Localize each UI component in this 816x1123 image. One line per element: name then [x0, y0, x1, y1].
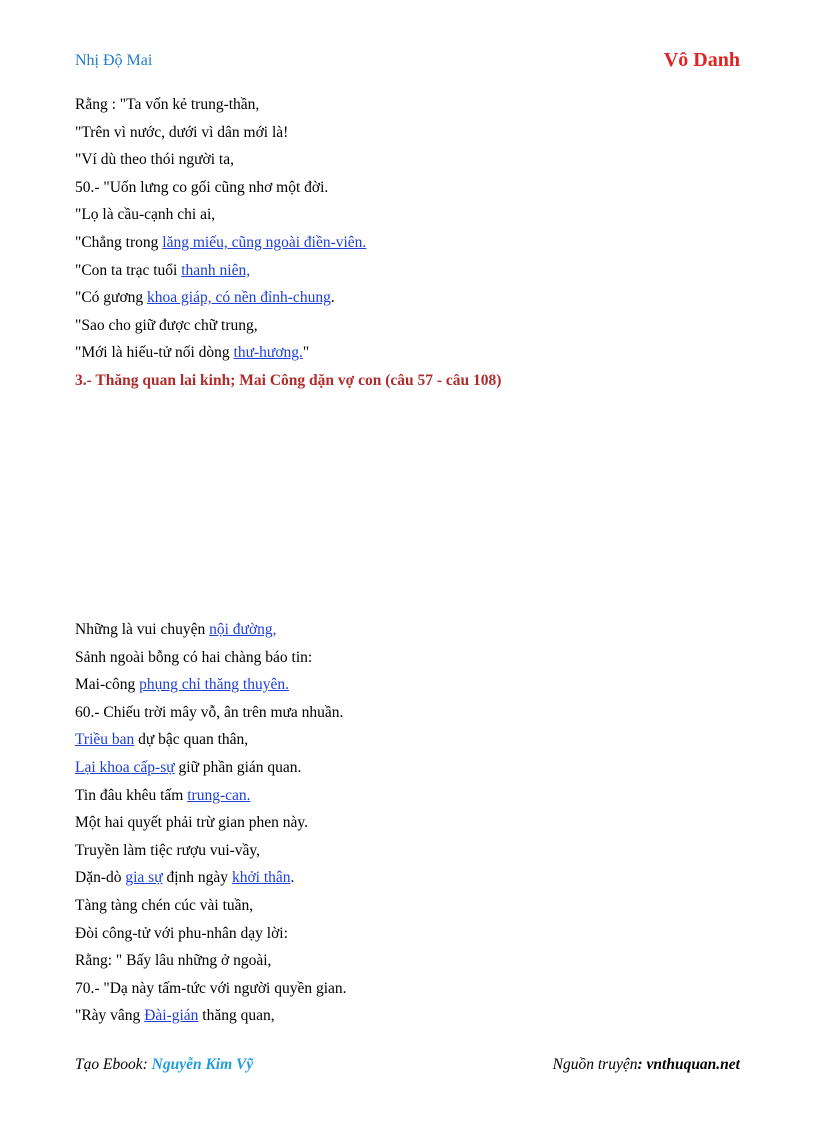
- source-credit: [553, 1056, 740, 1074]
- verse-line: [75, 284, 366, 312]
- verse-text: Đòi công-tử với phu-nhân dạy lời:: [75, 924, 288, 942]
- verse-text: 50.- "Uốn lưng co gối cũng nhơ một đời.: [75, 178, 329, 196]
- verse-text: Truyền làm tiệc rượu vui-vầy,: [75, 841, 261, 859]
- verse-line: [75, 726, 347, 754]
- verse-line: [75, 699, 347, 727]
- section-heading: 3.- Thăng quan lai kinh; Mai Công dặn vợ con (câu 57 - câu 108): [75, 372, 502, 389]
- verse-line: [75, 229, 366, 257]
- verse-text: Sảnh ngoài bỗng có hai chàng báo tin:: [75, 648, 313, 666]
- verse-line: [75, 146, 366, 174]
- section-heading-wrap: [75, 367, 501, 395]
- verse-text: ": [302, 344, 310, 362]
- credit-name: Nguyễn Kim Vỹ: [151, 1056, 254, 1073]
- verse-text: Những là vui chuyện: [75, 621, 210, 638]
- verse-text: Mai-công: [75, 676, 140, 694]
- verse-line: [75, 1002, 347, 1030]
- verse-text: "Lọ là cầu-cạnh chi ai,: [75, 206, 216, 224]
- verse-line: [75, 809, 347, 837]
- verse-line: [75, 754, 347, 782]
- verse-text: .: [330, 289, 335, 307]
- verse-line: [75, 975, 347, 1003]
- verse-line: [75, 644, 347, 672]
- glossary-link[interactable]: khoa giáp, có nền đỉnh-chung: [147, 289, 331, 307]
- verse-text: Tin đâu khêu tấm: [75, 786, 188, 804]
- verse-text: "Rày vâng: [75, 1007, 145, 1025]
- verse-text: "Sao cho giữ được chữ trung,: [75, 316, 258, 334]
- verse-text: "Trên vì nước, dưới vì dân mới là!: [75, 123, 289, 141]
- glossary-link[interactable]: Lại khoa cấp-sự: [75, 758, 175, 776]
- verse-text: định ngày: [162, 869, 232, 887]
- verse-text: Một hai quyết phải trừ gian phen này.: [75, 814, 308, 832]
- author-name: Vô Danh: [663, 49, 740, 71]
- credit-separator: :: [142, 1056, 152, 1073]
- glossary-link[interactable]: khởi thân: [231, 869, 291, 887]
- verse-text: .: [290, 869, 295, 887]
- verse-line: [75, 864, 347, 892]
- verse-block-1: [75, 91, 366, 367]
- source-separator: :: [637, 1056, 647, 1073]
- verse-line: [75, 91, 366, 119]
- verse-text: thăng quan,: [198, 1007, 275, 1025]
- verse-text: Rằng : "Ta vốn kẻ trung-thần,: [75, 96, 260, 113]
- verse-text: 70.- "Dạ này tấm-tức với người quyền gian.: [75, 979, 347, 997]
- glossary-link[interactable]: lăng miếu, cũng ngoài điền-viên.: [162, 233, 367, 251]
- verse-text: "Mới là hiếu-tử nối dòng: [75, 344, 234, 362]
- verse-line: [75, 892, 347, 920]
- verse-line: [75, 257, 366, 285]
- glossary-link[interactable]: thanh niên,: [181, 261, 251, 279]
- verse-block-2: [75, 616, 347, 1030]
- verse-line: [75, 920, 347, 948]
- verse-line: [75, 837, 347, 865]
- verse-text: dự bậc quan thân,: [134, 731, 249, 749]
- verse-line: [75, 174, 366, 202]
- verse-line: [75, 201, 366, 229]
- verse-text: "Chẳng trong: [75, 233, 163, 251]
- verse-text: "Con ta trạc tuổi: [75, 261, 182, 279]
- verse-text: Tàng tàng chén cúc vài tuần,: [75, 896, 254, 914]
- verse-line: [75, 312, 366, 340]
- verse-text: Dặn-dò: [75, 869, 126, 887]
- glossary-link[interactable]: gia sự: [125, 869, 163, 887]
- verse-line: [75, 119, 366, 147]
- glossary-link[interactable]: trung-can.: [187, 786, 251, 804]
- ebook-credit: [75, 1056, 253, 1074]
- source-label: Nguồn truyện: [552, 1056, 638, 1073]
- document-title: Nhị Độ Mai: [75, 52, 153, 69]
- verse-text: Rằng: " Bấy lâu những ở ngoài,: [75, 952, 272, 970]
- verse-text: "Có gương: [75, 289, 148, 307]
- glossary-link[interactable]: phụng chỉ thăng thuyên.: [139, 676, 289, 694]
- glossary-link[interactable]: thư-hương.: [233, 344, 303, 362]
- glossary-link[interactable]: Đài-gián: [144, 1007, 199, 1025]
- glossary-link[interactable]: Triều ban: [75, 731, 135, 749]
- verse-line: [75, 616, 347, 644]
- verse-text: 60.- Chiếu trời mây vỗ, ân trên mưa nhuần.: [75, 703, 344, 721]
- verse-line: [75, 782, 347, 810]
- verse-line: [75, 339, 366, 367]
- glossary-link[interactable]: nội đường,: [209, 621, 277, 638]
- credit-label: Tạo Ebook: [75, 1056, 143, 1073]
- source-name: vnthuquan.net: [646, 1056, 740, 1073]
- verse-text: giữ phần gián quan.: [174, 758, 302, 776]
- verse-line: [75, 671, 347, 699]
- verse-line: [75, 947, 347, 975]
- verse-text: "Ví dù theo thói người ta,: [75, 151, 234, 169]
